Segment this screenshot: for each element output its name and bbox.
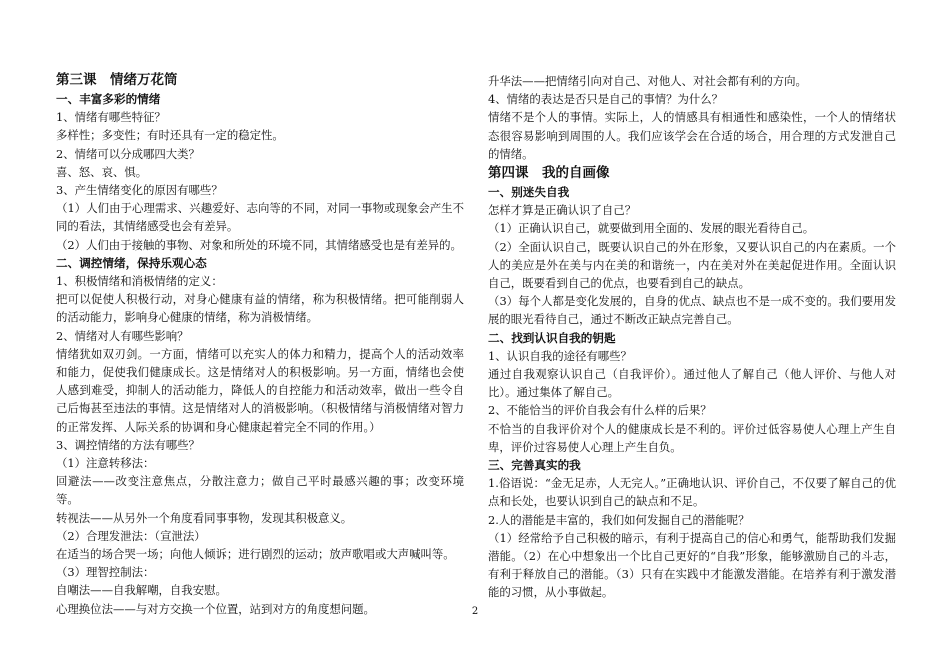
section-title: 二、找到认识自我的钥匙 (488, 330, 616, 345)
paragraph: 不恰当的自我评价对个人的健康成长是不利的。评价过低容易使人心理上产生自卑，评价过容易使人心理上产生自负。 (488, 421, 896, 454)
section-title: 二、调控情绪，保持乐观心态 (56, 255, 207, 270)
paragraph: 情绪不是个人的事情。实际上，人的情感具有相通性和感染性，一个人的情绪状态很容易影响到周围的人。我们应该学会在合适的场合，用合理的方式发泄自己的情绪。 (488, 110, 896, 161)
paragraph: 2、情绪对人有哪些影响？ (56, 328, 189, 343)
paragraph: （1）经常给予自己积极的暗示，有利于提高自己的信心和勇气，能帮助我们发掘潜能。（2）在心中想象出一个比自己更好的“自我”形象，能够激励自己的斗志，有利于释放自己的潜能。（3）只有在实践中才能激发潜能。在培养有利于激发潜能的习惯，从小事做起。 (488, 530, 896, 600)
paragraph: 把可以促使人积极行动，对身心健康有益的情绪，称为积极情绪。把可能削弱人的活动能力，影响身心健康的情绪，称为消极情绪。 (56, 292, 464, 325)
paragraph: 多样性；多变性；有时还具有一定的稳定性。 (56, 128, 284, 143)
paragraph: 2、情绪可以分成哪四大类？ (56, 146, 200, 161)
paragraph: 2、不能恰当的评价自我会有什么样的后果？ (488, 403, 712, 418)
section-title: 三、完善真实的我 (488, 458, 581, 473)
section-title: 一、别迷失自我 (488, 185, 570, 200)
paragraph: 情绪犹如双刃剑。一方面，情绪可以充实人的体力和精力，提高个人的活动效率和能力，促使我们健康成长。这是情绪对人的积极影响。另一方面，情绪也会使人感到难受，抑制人的活动能力，降低人的自控能力和活动效率，做出一些令自己后悔甚至违法的事情。这是情绪对人的消极影响。（积极情绪与消极情绪对智力的正常发挥、人际关系的协调和身心健康起着完全不同的作用。） (56, 346, 464, 434)
paragraph: 1.俗语说：“金无足赤，人无完人。”正确地认识、评价自己，不仅要了解自己的优点和长处，也要认识到自己的缺点和不足。 (488, 476, 896, 509)
right-column (488, 72, 896, 602)
lesson-3-title: 第三课 情绪万花筒 (56, 72, 178, 88)
paragraph: 3、产生情绪变化的原因有哪些？ (56, 183, 223, 198)
paragraph: 2.人的潜能是丰富的，我们如何发掘自己的潜能呢？ (488, 512, 750, 527)
paragraph: 怎样才算是正确认识了自己？ (488, 203, 637, 218)
paragraph: 3、调控情绪的方法有哪些？ (56, 437, 200, 452)
paragraph: （1）人们由于心理需求、兴趣爱好、志向等的不同，对同一事物或现象会产生不同的看法，其情绪感受也会有差异。 (56, 201, 464, 234)
paragraph: （2）全面认识自己，既要认识自己的外在形象，又要认识自己的内在素质。一个人的美应是外在美与内在美的和谐统一，内在美对外在美起促进作用。全面认识自己，既要看到自己的优点，也要看到自己的缺点。 (488, 239, 896, 291)
paragraph: 通过自我观察认识自己（自我评价）。通过他人了解自己（他人评价、与他人对比）。通过集体了解自己。 (488, 367, 896, 400)
paragraph: 心理换位法——与对方交换一个位置，站到对方的角度想问题。 (56, 601, 375, 616)
paragraph: （2）合理发泄法：（宣泄法） (56, 528, 206, 543)
paragraph: （2）人们由于接触的事物、对象和所处的环境不同，其情绪感受也是有差异的。 (56, 237, 462, 252)
paragraph: 升华法——把情绪引向对自己、对他人、对社会都有利的方向。 (488, 74, 807, 88)
paragraph: 1、认识自我的途径有哪些？ (488, 348, 632, 363)
paragraph: 回避法——改变注意焦点，分散注意力；做自己平时最感兴趣的事；改变环境等。 (56, 474, 464, 507)
paragraph: 4、情绪的表达是否只是自己的事情？为什么？ (488, 92, 724, 107)
paragraph: 1、积极情绪和消极情绪的定义： (56, 274, 223, 289)
left-column (56, 70, 464, 618)
paragraph: 1、情绪有哪些特征？ (56, 110, 166, 125)
paragraph: （1）正确认识自己，就要做到用全面的、发展的眼光看待自己。 (488, 221, 815, 236)
page-number: 2 (471, 606, 479, 617)
lesson-4-title: 第四课 我的自画像 (488, 165, 610, 182)
section-title: 一、丰富多彩的情绪 (56, 92, 161, 106)
paragraph: 转视法——从另外一个角度看同事事物，发现其积极意义。 (56, 510, 353, 525)
paragraph: 喜、怒、哀、惧。 (56, 164, 148, 179)
paragraph: （1）注意转移法： (56, 456, 155, 471)
paragraph: 在适当的场合哭一场；向他人倾诉；进行剧烈的运动；放声歌唱或大声喊叫等。 (56, 547, 455, 562)
paragraph: （3）每个人都是变化发展的，自身的优点、缺点也不是一成不变的。我们要用发展的眼光看待自己，通过不断改正缺点完善自己。 (488, 294, 896, 327)
paragraph: 自嘲法——自我解嘲，自我安慰。 (56, 583, 227, 598)
paragraph: （3）理智控制法： (56, 565, 155, 580)
